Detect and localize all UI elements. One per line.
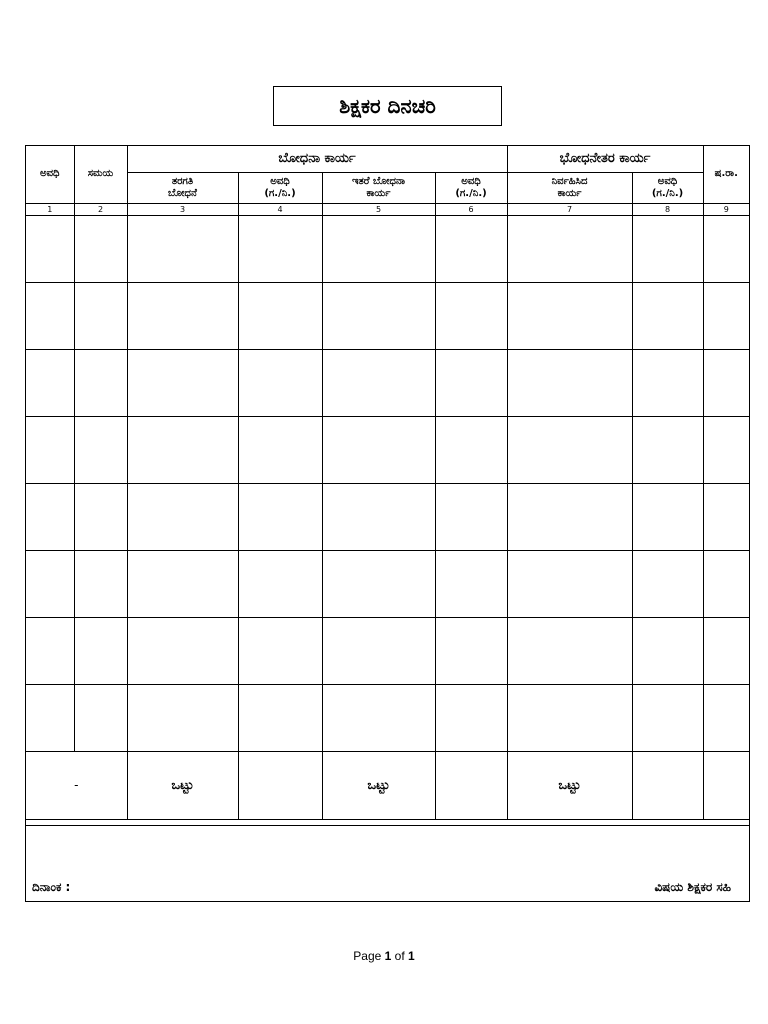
table-cell[interactable] <box>127 349 238 416</box>
total-cell[interactable] <box>238 751 322 819</box>
table-cell[interactable] <box>26 550 74 617</box>
header-duration-unit: (ಗ./ನಿ.) <box>651 187 684 199</box>
table-cell[interactable] <box>238 215 322 282</box>
column-number: 3 <box>127 203 238 215</box>
table-cell[interactable] <box>435 550 507 617</box>
table-row <box>26 684 749 751</box>
header-duration-non-teaching <box>632 172 703 203</box>
table-cell[interactable] <box>703 416 749 483</box>
header-duration-other <box>435 172 507 203</box>
table-cell[interactable] <box>238 550 322 617</box>
header-performed-work <box>507 172 632 203</box>
page-footer-prefix: Page <box>353 949 382 963</box>
header-other-teaching-line2: ಕಾರ್ಯ <box>366 187 391 199</box>
table-cell[interactable] <box>74 550 127 617</box>
table-row <box>26 550 749 617</box>
table-cell[interactable] <box>507 550 632 617</box>
totals-dash: - <box>26 751 127 819</box>
table-cell[interactable] <box>74 483 127 550</box>
table-row <box>26 416 749 483</box>
table-cell[interactable] <box>507 215 632 282</box>
table-cell[interactable] <box>322 215 435 282</box>
table-cell[interactable] <box>632 282 703 349</box>
table-cell[interactable] <box>322 684 435 751</box>
table-cell[interactable] <box>703 483 749 550</box>
table-cell[interactable] <box>322 483 435 550</box>
total-cell[interactable] <box>703 751 749 819</box>
table-cell[interactable] <box>435 483 507 550</box>
header-performed-line1: ನಿರ್ವಹಿಸಿದ <box>551 175 588 187</box>
page-total-number: 1 <box>408 949 415 963</box>
table-cell[interactable] <box>435 416 507 483</box>
table-cell[interactable] <box>26 483 74 550</box>
total-class-teaching: ಒಟ್ಟು <box>127 751 238 819</box>
page-title: ಶಿಕ್ಷಕರ ದಿನಚರಿ <box>273 86 502 126</box>
table-cell[interactable] <box>74 684 127 751</box>
column-number: 4 <box>238 203 322 215</box>
table-cell[interactable] <box>632 550 703 617</box>
table-cell[interactable] <box>26 617 74 684</box>
total-non-teaching: ಒಟ್ಟು <box>507 751 632 819</box>
table-cell[interactable] <box>632 215 703 282</box>
table-cell[interactable] <box>632 483 703 550</box>
column-number: 1 <box>26 203 74 215</box>
table-cell[interactable] <box>26 416 74 483</box>
total-cell[interactable] <box>632 751 703 819</box>
table-cell[interactable] <box>238 282 322 349</box>
column-number: 5 <box>322 203 435 215</box>
header-remarks: ಷ.ರಾ. <box>703 146 749 203</box>
table-cell[interactable] <box>238 617 322 684</box>
table-cell[interactable] <box>703 349 749 416</box>
total-other-teaching: ಒಟ್ಟು <box>322 751 435 819</box>
header-class-teaching-line2: ಬೋಧನೆ <box>168 187 197 199</box>
table-cell[interactable] <box>703 617 749 684</box>
table-cell[interactable] <box>632 684 703 751</box>
table-cell[interactable] <box>74 416 127 483</box>
header-other-teaching-line1: ಇತರೆ ಬೋಧನಾ <box>351 175 405 187</box>
header-period: ಅವಧಿ <box>26 146 74 203</box>
column-number: 2 <box>74 203 127 215</box>
page-footer <box>0 949 768 963</box>
table-cell[interactable] <box>127 550 238 617</box>
table-cell[interactable] <box>435 617 507 684</box>
table-cell[interactable] <box>238 483 322 550</box>
table-cell[interactable] <box>322 617 435 684</box>
table-cell[interactable] <box>127 416 238 483</box>
table-cell[interactable] <box>127 483 238 550</box>
header-class-teaching-line1: ತರಗತಿ <box>171 175 194 187</box>
table-cell[interactable] <box>74 282 127 349</box>
header-row-2 <box>26 172 749 203</box>
table-cell[interactable] <box>632 349 703 416</box>
table-row <box>26 617 749 684</box>
table-cell[interactable] <box>127 215 238 282</box>
table-cell[interactable] <box>26 684 74 751</box>
header-duration-unit: (ಗ./ನಿ.) <box>455 187 487 199</box>
header-performed-line2: ಕಾರ್ಯ <box>557 187 582 199</box>
table-cell[interactable] <box>703 282 749 349</box>
page-current-number: 1 <box>384 949 392 963</box>
totals-row <box>26 751 749 819</box>
table-cell[interactable] <box>507 349 632 416</box>
header-teaching-work: ಬೋಧನಾ ಕಾರ್ಯ <box>127 146 507 172</box>
table-cell[interactable] <box>435 282 507 349</box>
header-time: ಸಮಯ <box>74 146 127 203</box>
table-cell[interactable] <box>703 215 749 282</box>
table-cell[interactable] <box>703 550 749 617</box>
table-cell[interactable] <box>238 349 322 416</box>
table-cell[interactable] <box>507 483 632 550</box>
table-cell[interactable] <box>435 684 507 751</box>
table-row <box>26 282 749 349</box>
table-cell[interactable] <box>703 684 749 751</box>
table-cell[interactable] <box>238 684 322 751</box>
diary-table <box>26 146 749 820</box>
table-cell[interactable] <box>507 282 632 349</box>
date-label: ದಿನಾಂಕ : <box>32 880 71 894</box>
page-footer-of: of <box>394 949 405 963</box>
table-cell[interactable] <box>507 684 632 751</box>
table-cell[interactable] <box>74 349 127 416</box>
table-cell[interactable] <box>127 282 238 349</box>
header-duration-label: ಅವಧಿ <box>270 175 290 187</box>
total-cell[interactable] <box>435 751 507 819</box>
table-cell[interactable] <box>74 215 127 282</box>
table-cell[interactable] <box>26 282 74 349</box>
header-other-teaching <box>322 172 435 203</box>
table-cell[interactable] <box>322 550 435 617</box>
header-duration-teaching <box>238 172 322 203</box>
column-number: 8 <box>632 203 703 215</box>
table-cell[interactable] <box>26 215 74 282</box>
table-cell[interactable] <box>435 349 507 416</box>
column-number: 6 <box>435 203 507 215</box>
table-cell[interactable] <box>322 416 435 483</box>
table-cell[interactable] <box>26 349 74 416</box>
table-cell[interactable] <box>74 617 127 684</box>
teacher-signature-label: ವಿಷಯ ಶಿಕ್ಷಕರ ಸಹಿ <box>654 880 731 894</box>
header-row-1 <box>26 146 749 172</box>
header-duration-label: ಅವಧಿ <box>461 175 481 187</box>
table-row <box>26 215 749 282</box>
table-cell[interactable] <box>322 282 435 349</box>
table-cell[interactable] <box>507 416 632 483</box>
table-row <box>26 349 749 416</box>
signature-row <box>26 825 749 901</box>
table-cell[interactable] <box>507 617 632 684</box>
table-cell[interactable] <box>127 617 238 684</box>
column-number: 9 <box>703 203 749 215</box>
header-duration-unit: (ಗ./ನಿ.) <box>264 187 296 199</box>
table-cell[interactable] <box>127 684 238 751</box>
table-cell[interactable] <box>632 416 703 483</box>
header-duration-label: ಅವಧಿ <box>657 175 678 187</box>
table-cell[interactable] <box>435 215 507 282</box>
header-class-teaching <box>127 172 238 203</box>
table-cell[interactable] <box>238 416 322 483</box>
column-number: 7 <box>507 203 632 215</box>
header-non-teaching-work: ಭೋಧನೇತರ ಕಾರ್ಯ <box>507 146 703 172</box>
table-cell[interactable] <box>322 349 435 416</box>
table-cell[interactable] <box>632 617 703 684</box>
diary-form <box>25 145 750 902</box>
table-row <box>26 483 749 550</box>
column-number-row <box>26 203 749 215</box>
